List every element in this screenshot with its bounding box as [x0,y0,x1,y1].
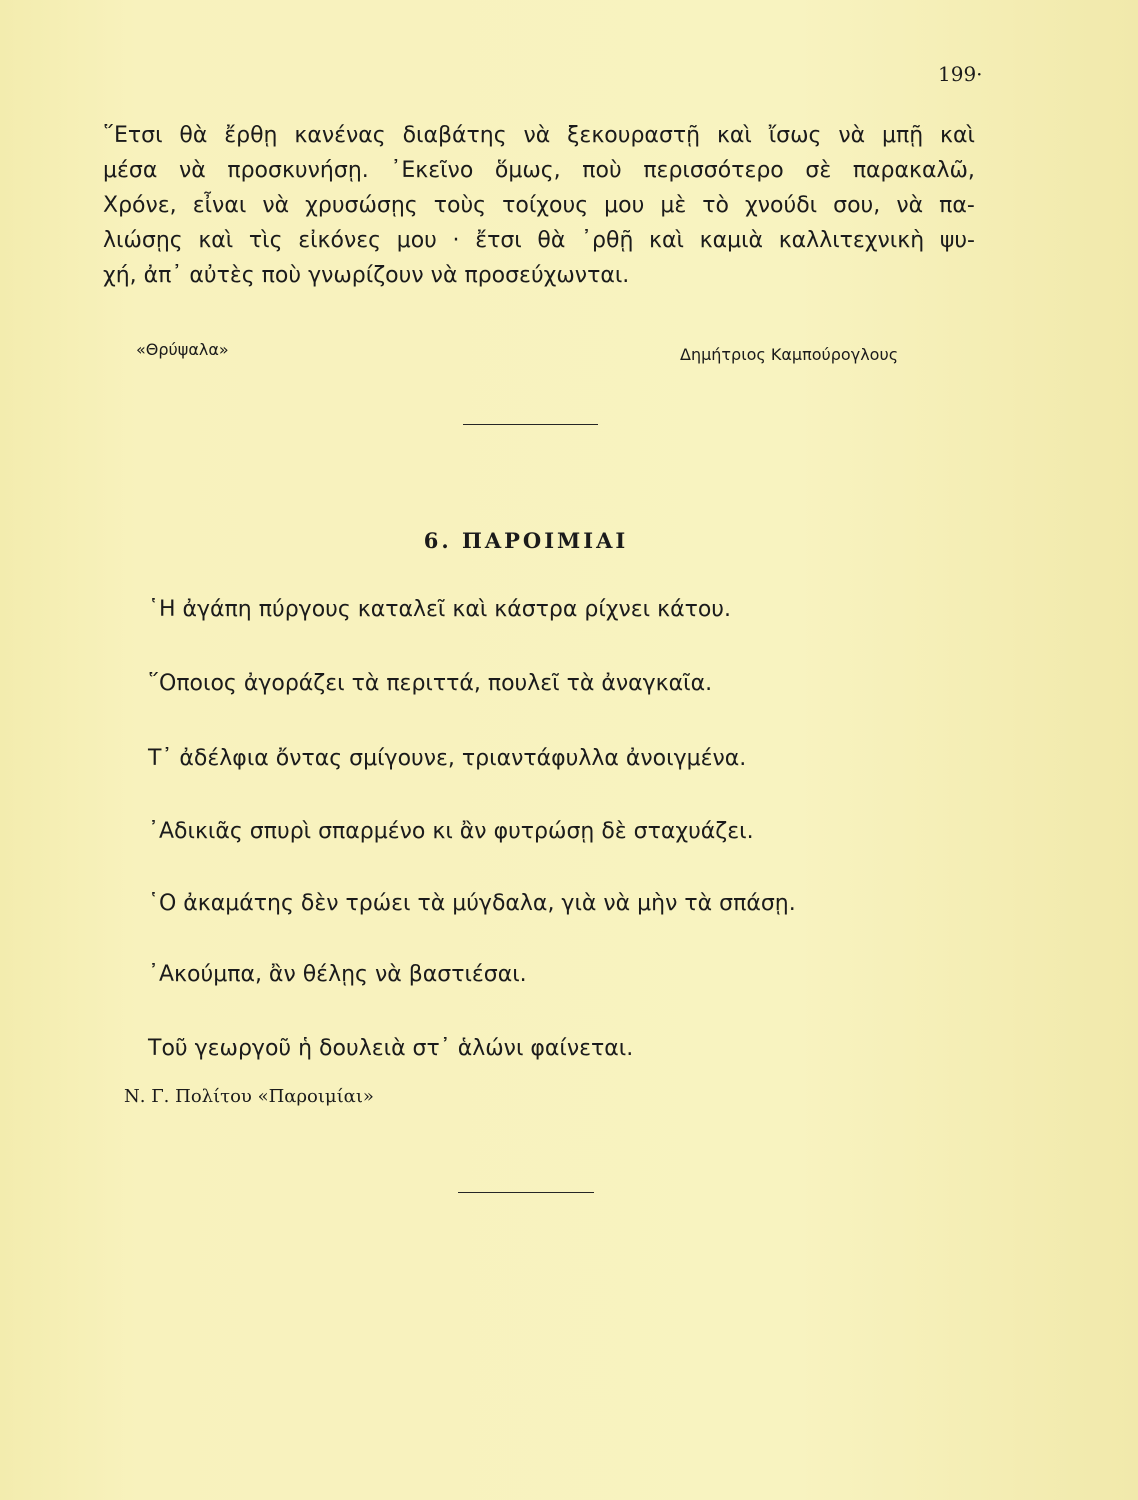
section-heading: 6. ΠΑΡΟΙΜΙΑΙ [423,528,629,553]
intro-paragraph [103,118,975,293]
intro-line: χή, ἀπ᾿ αὐτὲς ποὺ γνωρίζουν νὰ προσεύχωνται. [103,263,630,288]
intro-line: λιώσῃς καὶ τὶς εἰκόνες μου · ἔτσι θὰ ᾿ρθῇ καὶ καμιὰ καλλιτεχνικὴ ψυ- [103,228,975,253]
intro-line: Χρόνε, εἶναι νὰ χρυσώσῃς τοὺς τοίχους μου μὲ τὸ χνούδι σου, νὰ πα- [103,193,975,218]
proverb: Τοῦ γεωργοῦ ἡ δουλειὰ στ᾿ ἁλώνι φαίνεται. [148,1036,634,1061]
source-title: «Θρύψαλα» [136,340,229,359]
proverb: Τ᾿ ἀδέλφια ὄντας σμίγουνε, τριαντάφυλλα ἀνοιγμένα. [148,746,747,771]
intro-line: ῞Ετσι θὰ ἔρθῃ κανένας διαβάτης νὰ ξεκουραστῇ καὶ ἴσως νὰ μπῇ καὶ [103,123,975,148]
proverb: ῞Οποιος ἀγοράζει τὰ περιττά, πουλεῖ τὰ ἀναγκαῖα. [148,671,713,696]
proverb: ῾Ο ἀκαμάτης δὲν τρώει τὰ μύγδαλα, γιὰ νὰ μὴν τὰ σπάσῃ. [148,891,796,916]
intro-line: μέσα νὰ προσκυνήσῃ. ᾿Εκεῖνο ὅμως, ποὺ περισσότερο σὲ παρακαλῶ, [103,158,975,183]
section-divider [463,424,598,425]
section-divider [458,1192,594,1193]
proverbs-attribution: Ν. Γ. Πολίτου «Παροιμίαι» [124,1086,374,1107]
proverb: ᾿Αδικιᾶς σπυρὶ σπαρμένο κι ἂν φυτρώσῃ δὲ σταχυάζει. [148,819,754,844]
page-number: 199· [938,62,983,86]
source-author: Δημήτριος Καμπούρογλους [680,345,899,364]
proverb: ῾Η ἀγάπη πύργους καταλεῖ καὶ κάστρα ρίχνει κάτου. [148,597,732,622]
proverb: ᾿Ακούμπα, ἂν θέλῃς νὰ βαστιέσαι. [148,962,527,987]
